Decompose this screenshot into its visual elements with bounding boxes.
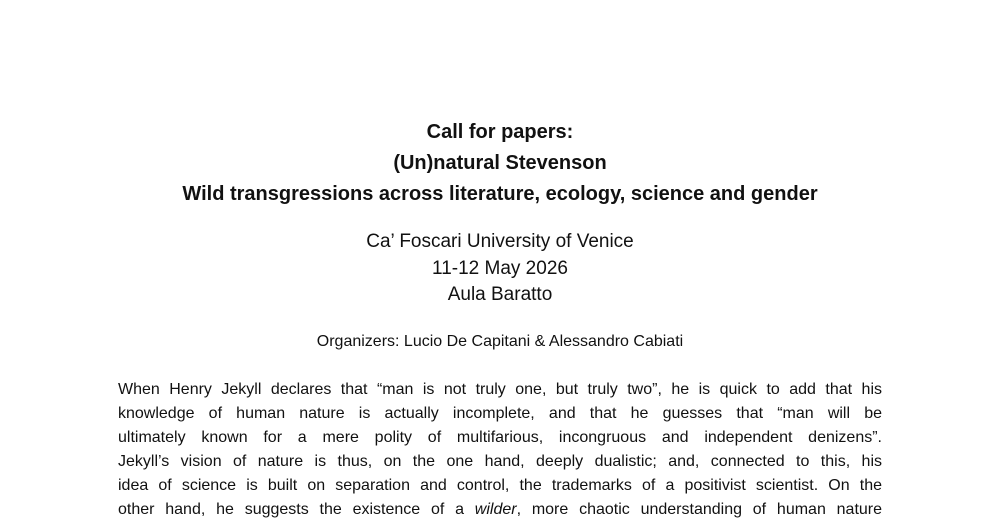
- paragraph-line: knowledge of human nature is actually incomplete, and that he guesses that “man will be: [118, 405, 882, 422]
- venue-dates: 11-12 May 2026: [432, 257, 568, 279]
- venue-room: Aula Baratto: [447, 284, 553, 305]
- title-call-for-papers: Call for papers:: [426, 121, 574, 143]
- document-title: [0, 117, 1000, 210]
- body-paragraph: [118, 378, 882, 522]
- paragraph-text: other hand, he suggests the existence of a: [118, 501, 475, 518]
- paragraph-text: , more chaotic understanding of human nature: [516, 501, 883, 518]
- emphasis-wilder: wilder: [474, 501, 517, 518]
- title-unnatural-stevenson: (Un)natural Stevenson: [393, 152, 607, 174]
- title-subtitle: Wild transgressions across literature, ecology, science and gender: [182, 183, 818, 205]
- paragraph-line-last: [118, 498, 882, 522]
- paragraph-line: Jekyll’s vision of nature is thus, on the one hand, deeply dualistic; and, connected to this, his: [118, 453, 882, 470]
- venue-university: Ca’ Foscari University of Venice: [366, 231, 634, 252]
- paragraph-line: ultimately known for a mere polity of multifarious, incongruous and independent denizens”.: [118, 429, 882, 446]
- venue-info: [0, 229, 1000, 309]
- paragraph-line: When Henry Jekyll declares that “man is not truly one, but truly two”, he is quick to add that his: [118, 381, 882, 398]
- organizers-line: Organizers: Lucio De Capitani & Alessandro Cabiati: [316, 333, 684, 350]
- paragraph-line: idea of science is built on separation and control, the trademarks of a positivist scientist. On the: [118, 477, 882, 494]
